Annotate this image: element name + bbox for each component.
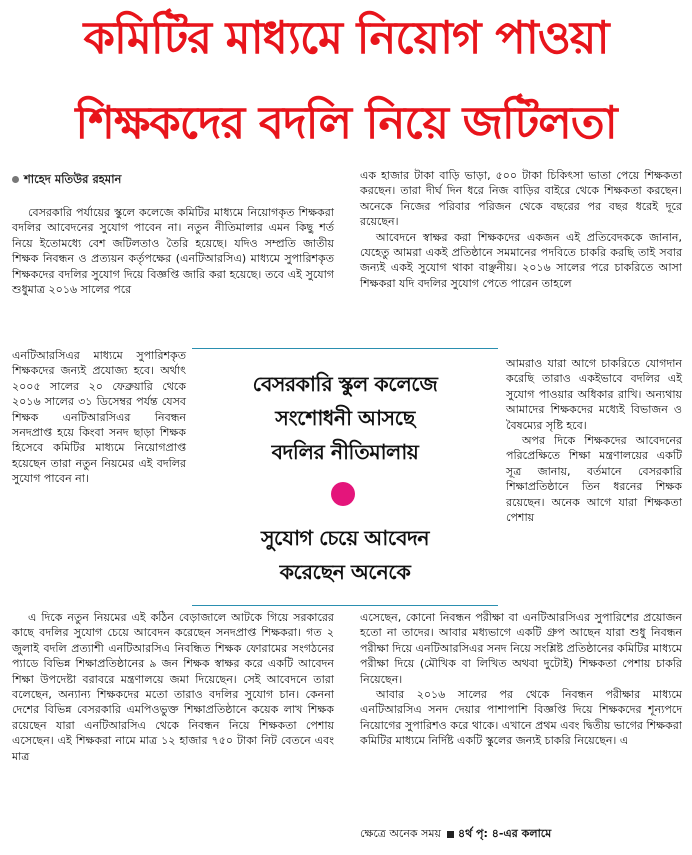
col2-bottom-text xyxy=(360,610,682,749)
paragraph: এক হাজার টাকা বাড়ি ভাড়া, ৫০০ টাকা চিকিৎসা ভাতা পেয়ে শিক্ষকতা করছেন। তারা দীর্ঘ দিন ধরে নিজ বাড়ির বাইরে থেকে শিক্ষকতা করছেন। অনেকে নিজের পরিবার পরিজন থেকে বছরের পর বছর ধরেই দূরে রয়েছেন। xyxy=(360,169,682,229)
paragraph: অপর দিকে শিক্ষকদের আবেদনের পরিপ্রেক্ষিতে শিক্ষা মন্ত্রণালয়ের একটি সূত্র জানায়, বর্তমানে বেসরকারি শিক্ষাপ্রতিষ্ঠানে তিন ধরনের শিক্ষক রয়েছেন। অনেক আগে যারা শিক্ষকতা পেশায় xyxy=(506,434,682,525)
paragraph: এনটিআরসিএর মাধ্যমে সুপারিশকৃত শিক্ষকদের জন্যই প্রযোজ্য হবে। অর্থাৎ ২০০৫ সালের ২০ ফেব্রুয়ারি থেকে ২০১৬ সালের ৩১ ডিসেম্বর পর্যন্ত যেসব শিক্ষক এনটিআরসিএর নিবন্ধন সনদপ্রাপ্ত হয়ে কিংবা সনদ ছাড়া শিক্ষক হিসেবে কমিটির মাধ্যমে নিয়োগপ্রাপ্ত হয়েছেন তারা নতুন নিয়মের এই বদলির সুযোগ পাবেন না। xyxy=(12,349,186,486)
jump-reference[interactable]: ৪র্থ পৃ: ৪-এর কলামে xyxy=(457,827,552,840)
continuation-line xyxy=(360,826,682,841)
pull-quote-line: সংশোধনী আসছে xyxy=(275,406,415,430)
tail-text: ক্ষেত্রে অনেক সময় xyxy=(360,827,441,840)
col2-narrow-text xyxy=(506,356,682,525)
paragraph: এসেছেন, কোনো নিবন্ধন পরীক্ষা বা এনটিআরসিএর সুপারিশের প্রয়োজন হতো না তাদের। আবার মধ্যভাগে একটি গ্রুপ আছেন যারা শুধু নিবন্ধন পরীক্ষা দিয়ে এনটিআরসিএর সনদ নিয়ে সংশ্লিষ্ট প্রতিষ্ঠানের কমিটির মাধ্যমে পরীক্ষা দিয়ে (মৌখিক বা লিখিত অথবা দুটোই) শিক্ষকতা পেশায় চাকরি নিয়েছেন। xyxy=(360,611,682,686)
bullet-icon xyxy=(12,176,19,183)
byline-author: শাহেদ মতিউর রহমান xyxy=(24,172,122,186)
paragraph: বেসরকারি পর্যায়ের স্কুলে কলেজে কমিটির মাধ্যমে নিয়োগকৃত শিক্ষকরা বদলির আবেদনের সুযোগ পাবেন না। নতুন নীতিমালার এমন কিছু শর্ত নিয়ে ইতোমধ্যে বেশ জটিলতাও তৈরি হয়েছে। যদিও সম্প্রতি জাতীয় শিক্ষক নিবন্ধন ও প্রত্যয়ন কর্তৃপক্ষের (এনটিআরসিএ) মাধ্যমে সুপারিশকৃত শিক্ষকদের বদলির সুযোগ দিয়ে বিজ্ঞপ্তি জারি করা হয়েছে। তবে এই সুযোগ শুধুমাত্র ২০১৬ সালের পরে xyxy=(12,206,334,297)
paragraph: আবার ২০১৬ সালের পর থেকে নিবন্ধন পরীক্ষার মাধ্যমে এনটিআরসিএ সনদ দেয়ার পাশাপাশি বিজ্ঞপ্তি দিয়ে শিক্ষকদের শূন্যপদে নিয়োগের সুপারিশও করে থাকে। এখানে প্রথম এবং দ্বিতীয় ভাগের শিক্ষকরা কমিটির মাধ্যমে নির্দিষ্ট একটি স্কুলের জন্যই চাকরি নিয়েছেন। এ xyxy=(360,688,682,748)
col1-bottom-text xyxy=(12,610,334,764)
pull-quote-line: বদলির নীতিমালায় xyxy=(271,440,419,464)
headline-line-1: কমিটির মাধ্যমে নিয়োগ পাওয়া xyxy=(83,11,609,64)
pull-quote-box xyxy=(192,348,498,606)
col1-narrow-text xyxy=(12,348,186,487)
paragraph: আবেদনে স্বাক্ষর করা শিক্ষকদের একজন এই প্রতিবেদককে জানান, যেহেতু আমরা একই প্রতিষ্ঠানে সমমানের পদবিতে চাকরি করছি তাই সবার জন্যই একই সুযোগ থাকা বাঞ্ছনীয়। ২০১৬ সালের পরে চাকরিতে আসা শিক্ষকরা যদি বদলির সুযোগ পেতে পারেন তাহলে xyxy=(360,230,682,290)
headline-line-2: শিক্ষকদের বদলি নিয়ে জটিলতা xyxy=(75,96,617,149)
col2-top-text xyxy=(360,168,682,291)
pull-quote-line: করেছেন অনেকে xyxy=(279,560,411,584)
square-icon xyxy=(447,831,454,838)
byline xyxy=(12,171,121,190)
paragraph: এ দিকে নতুন নিয়মের এই কঠিন বেড়াজালে আটকে গিয়ে সরকারের কাছে বদলির সুযোগ চেয়ে আবেদন করেছেন সনদপ্রাপ্ত শিক্ষকরা। গত ২ জুলাই বদলি প্রত্যাশী এনটিআরসিএ নিবন্ধিত শিক্ষক ফোরামের সংগঠনের প্যাডে বিভিন্ন শিক্ষাপ্রতিষ্ঠানের ৯ জন শিক্ষক স্বাক্ষর করে একটি আবেদন শিক্ষা উপদেষ্টা বরাবরে মন্ত্রণালয়ে জমা দিয়েছেন। সেই আবেদনে তারা বলেছেন, অন্যান্য শিক্ষকদের মতো তারাও বদলির সুযোগ চান। কেননা দেশের বিভিন্ন বেসরকারি এমপিওভুক্ত শিক্ষাপ্রতিষ্ঠানে কয়েক লাখ শিক্ষক রয়েছেন যারা এনটিআরসিএ থেকে নিবন্ধন নিয়ে শিক্ষকতা পেশায় এসেছেন। এই শিক্ষকরা নামে মাত্র ১২ হাজার ৭৫০ টাকা নিট বেতনে এবং মাত্র xyxy=(12,611,334,763)
pull-quote-bottom xyxy=(192,521,498,589)
pink-dot-icon xyxy=(331,482,355,506)
pull-quote-line: বেসরকারি স্কুল কলেজে xyxy=(252,372,438,396)
col1-top-text xyxy=(12,205,334,297)
pull-quote-line: সুযোগ চেয়ে আবেদন xyxy=(260,526,429,550)
pull-quote-top xyxy=(192,367,498,469)
paragraph: আমরাও যারা আগে চাকরিতে যোগদান করেছি তারাও একইভাবে বদলির এই সুযোগ পাওয়ার অধিকার রাখি। অন্যথায় আমাদের শিক্ষকদের মধ্যেই বিভাজন ও বৈষম্যের সৃষ্টি হবে। xyxy=(506,357,682,432)
